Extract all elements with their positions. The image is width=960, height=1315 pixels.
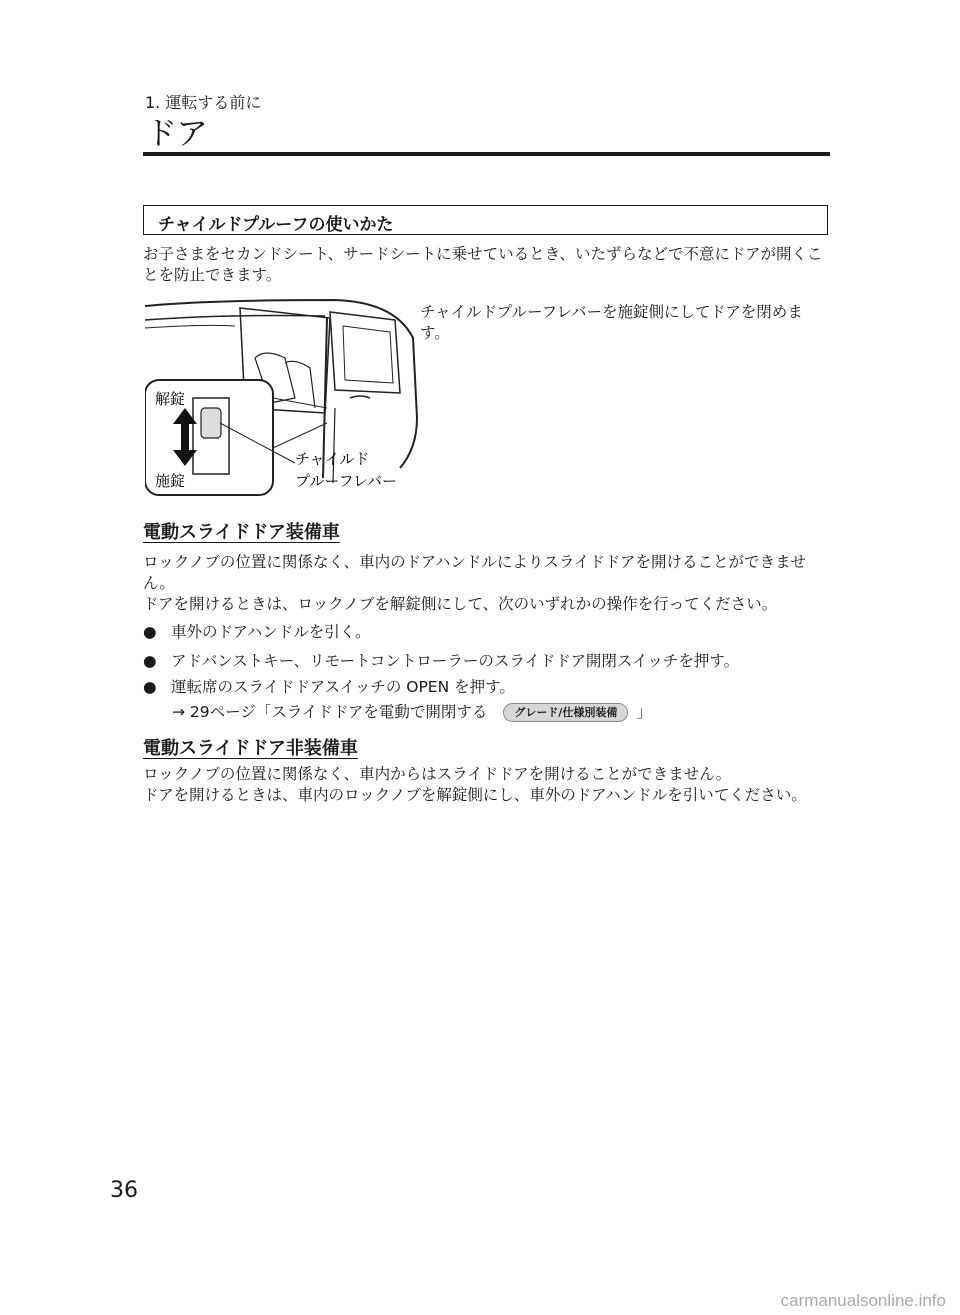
- bullet-item: [143, 649, 739, 671]
- bullet-dot-icon: ●: [143, 652, 157, 670]
- non-powered-para1: ロックノブの位置に関係なく、車内からはスライドドアを開けることができません。: [143, 765, 732, 783]
- title-rule: [143, 152, 830, 156]
- unlock-label: 解錠: [155, 390, 186, 408]
- page-reference: [172, 700, 652, 722]
- bullet-text: アドバンストキー、リモートコントローラーのスライドドア開閉スイッチを押す。: [171, 652, 740, 670]
- non-powered-para2: ドアを開けるときは、車内のロックノブを解錠側にし、車外のドアハンドルを引いてください。: [143, 786, 807, 804]
- bullet-item: [143, 620, 371, 642]
- lock-label: 施錠: [155, 472, 186, 490]
- lever-label-line1: チャイルド: [295, 450, 370, 468]
- powered-text: [143, 552, 833, 615]
- section-title-box: [143, 205, 828, 235]
- reference-close: 」: [636, 703, 652, 721]
- bullet-item: [143, 675, 515, 697]
- lever-label-line2: プルーフレバー: [295, 472, 398, 490]
- non-powered-heading: 電動スライドドア非装備車: [143, 738, 358, 759]
- section-intro: お子さまをセカンドシート、サードシートに乗せているとき、いたずらなどで不意にドアが開くことを防止できます。: [143, 245, 823, 284]
- bullet-dot-icon: ●: [143, 623, 157, 641]
- child-proof-illustration: [145, 298, 420, 498]
- chapter-label: 1. 運転する前に: [145, 93, 262, 112]
- powered-heading: 電動スライドドア装備車: [143, 522, 340, 543]
- bullet-text: 運転席のスライドドアスイッチの OPEN を押す。: [171, 678, 515, 696]
- bullet-dot-icon: ●: [143, 678, 157, 696]
- powered-para2: ドアを開けるときは、ロックノブを解錠側にして、次のいずれかの操作を行ってください。: [143, 595, 778, 613]
- section-title: チャイルドプルーフの使いかた: [158, 215, 394, 235]
- page-title: ドア: [145, 114, 209, 152]
- page-number: 36: [110, 1178, 138, 1203]
- reference-text: → 29ページ「スライドドアを電動で開閉する: [172, 703, 488, 721]
- figure-caption: チャイルドプルーフレバーを施錠側にしてドアを閉めます。: [420, 303, 803, 342]
- bullet-text: 車外のドアハンドルを引く。: [171, 623, 371, 641]
- non-powered-text: [143, 764, 833, 806]
- grade-spec-badge: グレード/仕様別装備: [503, 703, 628, 722]
- footer-watermark: carmanualsonline.info: [780, 1291, 946, 1310]
- powered-para1: ロックノブの位置に関係なく、車内のドアハンドルによりスライドドアを開けることができません。: [143, 553, 806, 592]
